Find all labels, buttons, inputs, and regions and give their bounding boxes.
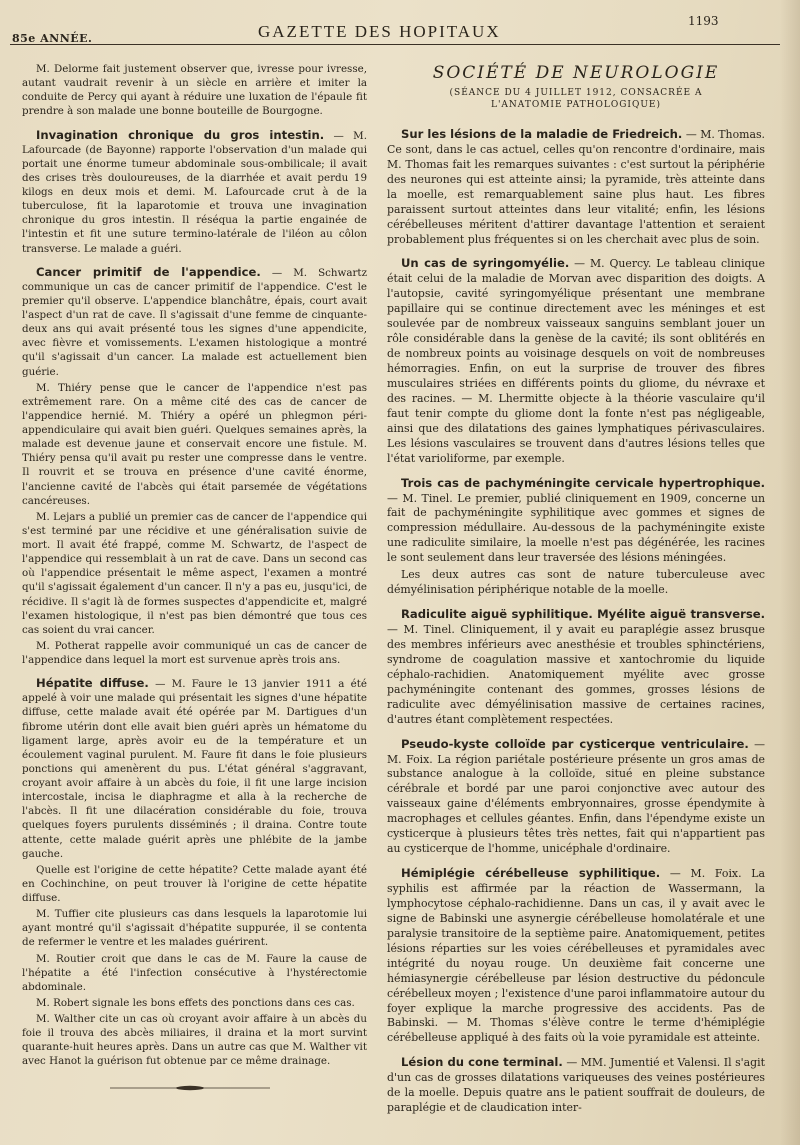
right-column xyxy=(387,62,765,1118)
section-lead-text: — MM. Jumentié et Valensi. Il s'agit d'un cas de grosses dilatations variqueuses des veines postérieures de la moelle. Depuis quatre ans le patient souffrait de douleurs, de paraplégie et de claudication inter- xyxy=(387,1056,765,1115)
paragraph: M. Robert signale les bons effets des ponctions dans ces cas. xyxy=(36,996,355,1009)
paragraph: M. Thiéry pense que le cancer de l'appendice n'est pas extrêmement rare. On a même cité des cas de cancer de l'appendice hernié. M. Thiéry a opéré un phlegmon péri-appendiculaire qui avait bien guéri. Quelques semaines après, la malade est devenue jaune et conservait encore une fistule. M. Thiéry pensa qu'il avait pu rester une compresse dans le ventre. Il rouvrit et se trouva en présence d'une cavité énorme, l'ancienne cavité de l'abcès qui était parsemée de végétations cancéreuses. xyxy=(22,381,367,507)
right-sections xyxy=(387,127,765,1116)
header-title: GAZETTE DES HOPITAUX xyxy=(258,22,501,41)
section-lead-text: — M. Faure le 13 janvier 1911 a été appelé à voir une malade qui présentait les signes d'une hépatite diffuse, cette malade avait été opérée par M. Dartigues d'un fibrome utérin dont elle avait bien guéri après un hématome du ligament large, après avoir eu de la température et un écoulement vaginal purulent. M. Faure fit dans le foie plusieurs ponctions qui amenèrent du pus. L'état général s'aggravant, croyant avoir affaire à un abcès du foie, il fit une large incision intercostale, incisa le diaphragme et alla à la recherche de l'abcès. Il fit une dilacération considérable du foie, trouva quelques foyers purulents disséminés ; il draina. Contre toute attente, cette malade guérit après une phlébite de la jambe gauche. xyxy=(22,678,368,860)
section-heading: Hépatite diffuse. xyxy=(36,676,149,691)
paragraph: M. Delorme fait justement observer que, ivresse pour ivresse, autant vaudrait revenir à un siècle en arrière et imiter la conduite de Percy qui ayant à réduire une luxation de l'épaule fit prendre à son malade une bonne bouteille de Bourgogne. xyxy=(22,63,367,118)
section-lead-text: — M. Lafourcade (de Bayonne) rapporte l'observation d'un malade qui portait une énorme tumeur abdominale sous-ombilicale; il avait des crises très douloureuses, de la diarrhée et avait perdu 19 kilogs en deux mois et demi. M. Lafourcade crut à de la tuberculose, fit la laparotomie et trouva une invagination chronique du gros intestin. Il réséqua la partie engainée de l'intestin et fit une suture termino-latérale de l'iléon au côlon transverse. Le malade a guéri. xyxy=(22,129,367,255)
end-ornament xyxy=(110,1085,270,1091)
paragraph: M. Potherat rappelle avoir communiqué un cas de cancer de l'appendice dans lequel la mort est survenue après trois ans. xyxy=(22,639,367,666)
section-lead-paragraph xyxy=(387,607,765,728)
section-lead-paragraph xyxy=(387,476,765,567)
section-lead-paragraph xyxy=(22,265,367,379)
article-section xyxy=(22,676,367,1068)
section-heading: Radiculite aiguë syphilitique. Myélite aiguë transverse. xyxy=(401,607,765,622)
section-heading: Pseudo-kyste colloïde par cysticerque ventriculaire. xyxy=(401,736,749,751)
section-lead-paragraph xyxy=(387,866,765,1046)
paragraph: M. Walther cite un cas où croyant avoir affaire à un abcès du foie il trouva des abcès miliaires, il draina et la mort survint quarante-huit heures après. Dans un autre cas que M. Walther vit avec Hanot la guérison fut obtenue par ce même drainage. xyxy=(22,1013,367,1068)
section-lead-text: — M. Schwartz communique un cas de cancer primitif de l'appendice. C'est le premier qu'il observe. L'appendice blanchâtre, épais, court avait l'aspect d'un rat de cave. Il s'agissait d'une femme de cinquante-deux ans qui avait présenté tous les signes d'une appendicite, avec fièvre et vomissements. L'examen histologique a montré qu'il s'agissait d'un cancer. La malade est actuellement bien guérie. xyxy=(22,266,367,378)
paragraph: Les deux autres cas sont de nature tuberculeuse avec démyélinisation périphérique notable de la moelle. xyxy=(387,568,765,597)
paragraph: M. Tuffier cite plusieurs cas dans lesquels la laparotomie lui ayant montré qu'il s'agissait d'hépatite suppurée, il se contenta de refermer le ventre et les malades guérirent. xyxy=(22,908,367,949)
page-edge xyxy=(780,0,800,1145)
section-lead-paragraph xyxy=(22,128,367,256)
section-lead-paragraph xyxy=(387,737,765,858)
section-heading: Trois cas de pachyméningite cervicale hypertrophique. xyxy=(401,475,765,490)
article-section xyxy=(387,476,765,599)
paragraph: M. Lejars a publié un premier cas de cancer de l'appendice qui s'est terminé par une récidive et une généralisation suivie de mort. Il avait été frappé, comme M. Schwartz, de l'aspect de l'appendice qui ressemblait à un rat de cave. Dans un second cas où l'appendice présentait le même aspect, l'examen a montré qu'il s'agissait également d'un cancer. Il n'y a pas eu, jusqu'ici, de récidive. Il s'agit là de formes suspectes d'appendicite et, malgré l'examen histologique, il n'est pas bien démontré que tous ces cas soient du vrai cancer. xyxy=(22,510,367,636)
section-lead-paragraph xyxy=(22,676,367,861)
section-lead-paragraph xyxy=(387,256,765,466)
section-lead-text: — M. Tinel. Cliniquement, il y avait eu paraplégie assez brusque des membres inférieurs avec anesthésie et troubles sphinctériens, syndrome de coagulation massive et xantochromie du liquide céphalo-rachidien. Anatomiquement myélite avec grosse pachyméningite contenant des gommes, grosses lésions de radiculite avec démyélinisation massive de certaines racines, d'autres étant complètement respectées. xyxy=(387,623,765,726)
article-section xyxy=(387,1055,765,1116)
section-heading: Un cas de syringomyélie. xyxy=(401,256,570,271)
paragraph: Quelle est l'origine de cette hépatite? Cette malade ayant été en Cochinchine, on peut trouver là l'origine de cette hépatite diffuse. xyxy=(22,863,367,904)
section-lead-text: — M. Quercy. Le tableau clinique était celui de la maladie de Morvan avec disparition des doigts. A l'autopsie, cavité syringomyélique présentant une membrane papillaire qui se continue directement avec les méninges et est soulevée par de nombreux vaisseaux sanguins semblant jouer un rôle considérable dans la genèse de la cavité; ils sont oblitérés en de nombreux points au voisinage desquels on voit de nombreuses hémorragies. Enfin, on eut la surprise de trouver des fibres musculaires striées en différents points du gliome, du névraxe et des racines. — M. Lhermitte objecte à la théorie vasculaire qu'il faut tenir compte du gliome dont la fonte n'est pas négligeable, ainsi que des dilatations des gaines lymphatiques périvasculaires. Les lésions vasculaires se trouvent dans d'autres lésions telles que l'état varioliforme, par exemple. xyxy=(387,257,765,465)
paragraph: M. Routier croit que dans le cas de M. Faure la cause de l'hépatite a été l'infection consécutive à l'hystérectomie abdominale. xyxy=(22,952,367,993)
article-section xyxy=(387,866,765,1046)
section-lead-paragraph xyxy=(387,127,765,248)
article-section xyxy=(22,265,367,668)
header-year: 85e ANNÉE. xyxy=(12,32,93,45)
article-section xyxy=(22,128,367,256)
header-rule xyxy=(10,44,780,45)
society-subtitle: (SÉANCE DU 4 JUILLET 1912, CONSACRÉE A L'ANATOMIE PATHOLOGIQUE) xyxy=(449,87,703,110)
section-lead-text: — M. Thomas. Ce sont, dans le cas actuel, celles qu'on rencontre d'ordinaire, mais M. Thomas fait les remarques suivantes : c'est surtout la périphérie des neurones qui est atteinte ainsi; la pyramide, très atteinte dans la moelle, est remarquablement saine plus haut. Les fibres paraissent surtout atteintes dans leur vitalité; enfin, les lésions cérébelleuses méritent d'attirer davantage l'attention et seraient probablement plus fréquentes si on les cherchait avec plus de soin. xyxy=(387,127,765,246)
article-section xyxy=(387,737,765,858)
header-page-number: 1193 xyxy=(688,14,719,28)
section-lead-text: — M. Foix. La région pariétale postérieure présente un gros amas de substance analogue à la colloïde, situé en pleine substance cérébrale et bordé par une paroi conjonctive avec autour des vaisseaux gaine d'éléments embryonnaires, grosse épendymite à macrophages et cellules géantes. Enfin, dans l'épendyme existe un cysticerque à plusieurs têtes très nettes, fait qui n'appartient pas au cysticerque de l'homme, unicéphale d'ordinaire. xyxy=(387,737,765,856)
left-column xyxy=(22,62,367,1071)
article-section xyxy=(387,256,765,466)
section-lead-paragraph xyxy=(387,1055,765,1116)
section-lead-text: — M. Tinel. Le premier, publié cliniquement en 1909, concerne un fait de pachyméningite syphilitique avec gommes et signes de compression médullaire. Au-dessous de la pachyméningite existe une radiculite similaire, la moelle n'est pas dégénérée, les racines le sont seulement dans leur traversée des lésions méningées. xyxy=(387,491,765,565)
society-title: SOCIÉTÉ DE NEUROLOGIE xyxy=(432,63,720,83)
article-section xyxy=(22,62,367,119)
section-heading: Lésion du cone terminal. xyxy=(401,1055,563,1070)
article-section xyxy=(387,127,765,248)
section-heading: Sur les lésions de la maladie de Friedreich. xyxy=(401,126,683,141)
section-heading: Invagination chronique du gros intestin. xyxy=(36,127,325,142)
section-heading: Hémiplégie cérébelleuse syphilitique. xyxy=(401,866,661,881)
section-lead-text: — M. Foix. La syphilis est affirmée par la réaction de Wassermann, la lymphocytose céphalo-rachidienne. Dans un cas, il y avait avec le signe de Babinski une asynergie cérébelleuse homolatérale et une paralysie transitoire de la septième paire. Anatomiquement, petites lésions réparties sur les voies cérébelleuses et pyramidales avec intégrité du noyau rouge. Un deuxième fait concerne une hémiasynergie cérébelleuse par lésion destructive du pédoncule cérébelleux moyen ; l'existence d'une paroi inflammatoire autour du foyer explique la marche progressive des accidents. Pas de Babinski. — M. Thomas s'élève contre le terme d'hémiplégie cérébelleuse appliqué à des faits où la voie pyramidale est atteinte. xyxy=(387,867,766,1045)
article-section xyxy=(387,607,765,728)
section-heading: Cancer primitif de l'appendice. xyxy=(36,264,261,279)
